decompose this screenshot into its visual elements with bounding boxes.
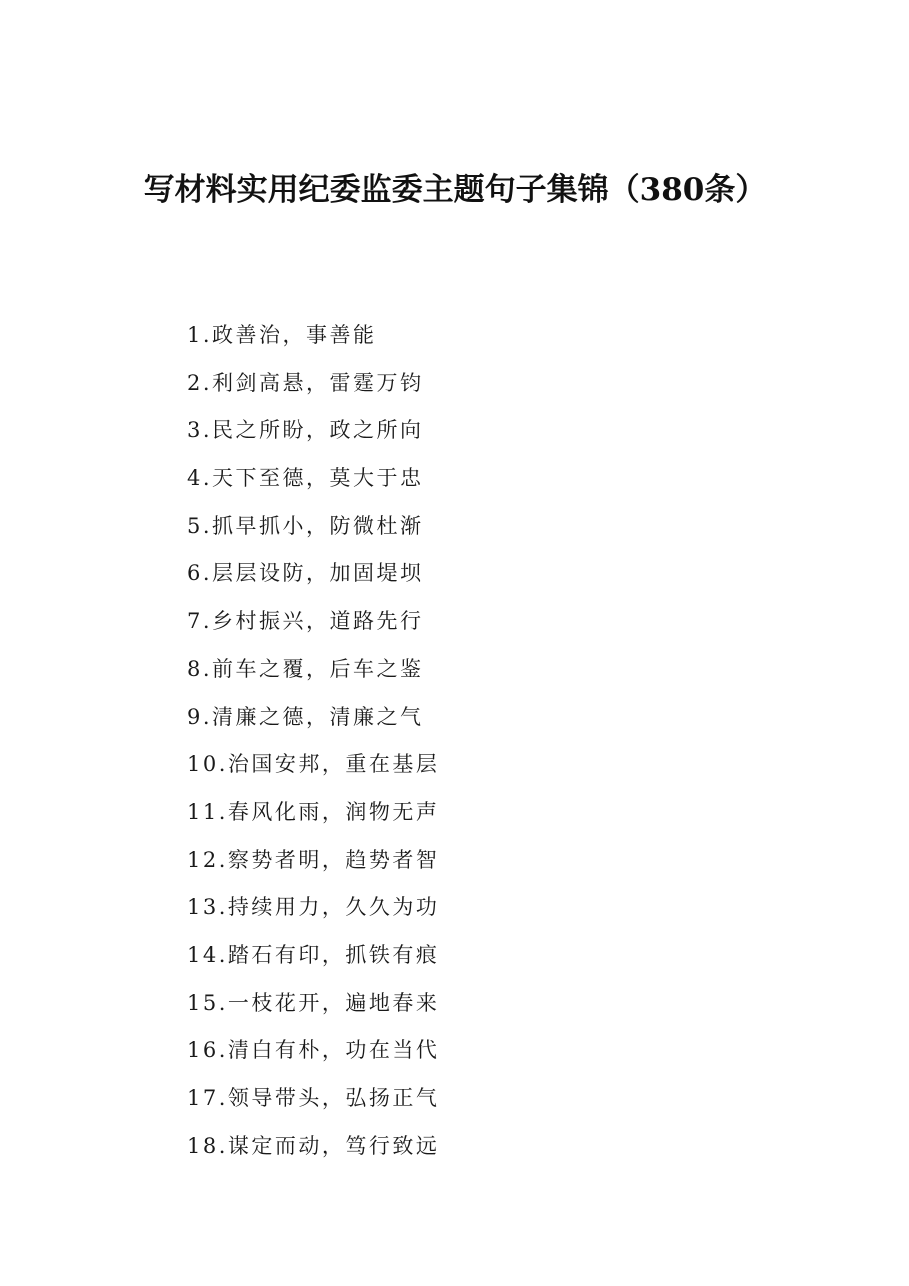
list-item: 4.天下至德，莫大于忠 [187, 466, 424, 491]
list-item: 15.一枝花开，遍地春来 [187, 990, 440, 1015]
list-item: 7.乡村振兴，道路先行 [187, 609, 424, 634]
list-item: 9.清廉之德，清廉之气 [187, 704, 424, 729]
document-title: 写材料实用纪委监委主题句子集锦（380条） [143, 172, 767, 208]
list-item: 5.抓早抓小，防微杜渐 [187, 513, 424, 538]
list-item: 6.层层设防，加固堤坝 [187, 561, 424, 586]
list-item: 13.持续用力，久久为功 [187, 895, 440, 920]
list-item: 14.踏石有印，抓铁有痕 [187, 942, 440, 967]
list-item: 12.察势者明，趋势者智 [187, 847, 440, 872]
list-item: 2.利剑高悬，雷霆万钧 [187, 370, 424, 395]
list-item: 17.领导带头，弘扬正气 [187, 1086, 440, 1110]
list-item: 18.谋定而动，笃行致远 [187, 1133, 440, 1158]
sentence-list [187, 313, 439, 1171]
list-item: 8.前车之覆，后车之鉴 [187, 656, 424, 681]
list-item: 3.民之所盼，政之所向 [187, 418, 424, 443]
list-item: 10.治国安邦，重在基层 [187, 752, 440, 777]
list-item: 11.春风化雨，润物无声 [187, 799, 440, 824]
list-item: 1.政善治，事善能 [187, 323, 377, 347]
list-item: 16.清白有朴，功在当代 [187, 1038, 440, 1063]
